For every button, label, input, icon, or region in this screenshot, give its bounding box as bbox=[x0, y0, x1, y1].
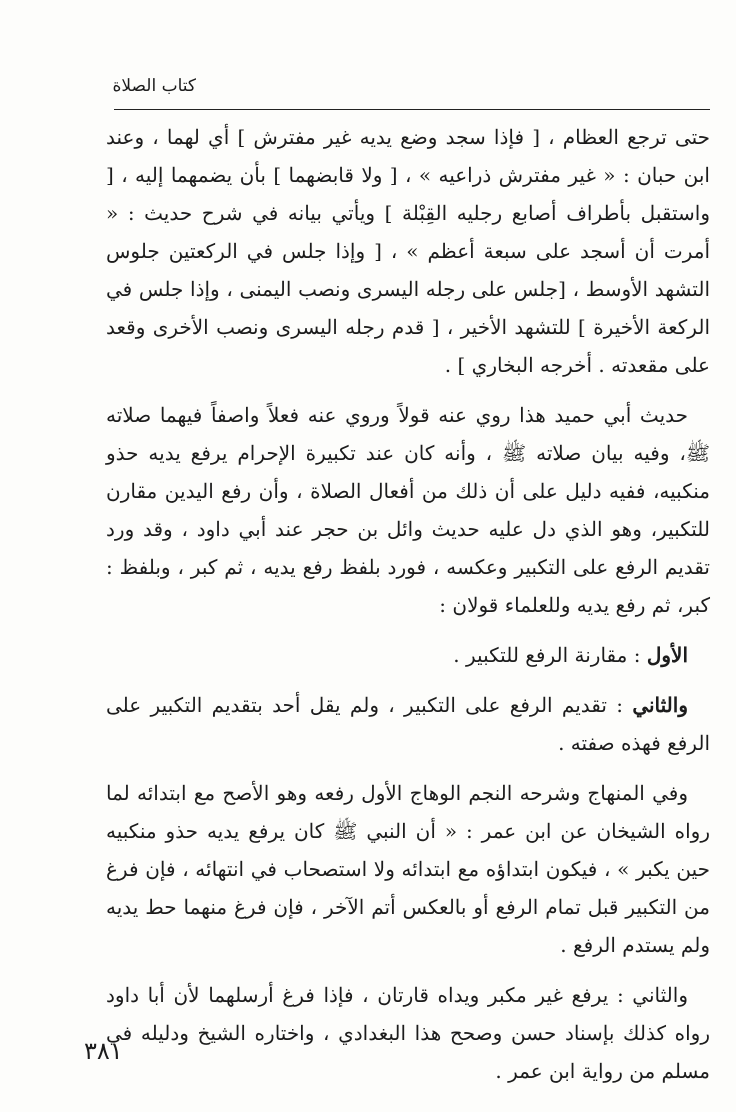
paragraph-first-opinion bbox=[106, 636, 710, 674]
paragraph-minhaj: وفي المنهاج وشرحه النجم الوهاج الأول رفعه وهو الأصح مع ابتدائه لما رواه الشيخان عن ابن عمر : « أن النبي ﷺ كان يرفع يديه حذو منكبيه حين يكبر » ، فيكون ابتداؤه مع ابتدائه ولا استصحاب في انتهائه ، فإن فرغ من التكبير قبل تمام الرفع أو بالعكس أتم الآخر ، فإن فرغ منهما حط يديه ولم يستدم الرفع . bbox=[106, 781, 710, 957]
body-text bbox=[106, 118, 710, 1090]
paragraph-commentary: حديث أبي حميد هذا روي عنه قولاً وروي عنه فعلاً واصفاً فيهما صلاته ﷺ، وفيه بيان صلاته ﷺ ، وأنه كان عند تكبيرة الإحرام يرفع يديه حذو منكبيه، ففيه دليل على أن ذلك من أفعال الصلاة ، وأن رفع اليدين مقارن للتكبير، وهو الذي دل عليه حديث وائل بن حجر عند أبي داود ، وقد ورد تقديم الرفع على التكبير وعكسه ، فورد بلفظ رفع يديه ، ثم كبر ، وبلفظ : كبر، ثم رفع يديه وللعلماء قولان : bbox=[106, 403, 710, 617]
first-opinion-text: : مقارنة الرفع للتكبير . bbox=[453, 643, 647, 667]
paragraph-hadith-text: حتى ترجع العظام ، [ فإذا سجد وضع يديه غير مفترش ] أي لهما ، وعند ابن حبان : « غير مفترش ذراعيه » ، [ ولا قابضهما ] بأن يضمهما إليه ، [ واستقبل بأطراف أصابع رجليه القِبْلة ] ويأتي بيانه في شرح حديث : « أمرت أن أسجد على سبعة أعظم » ، [ وإذا جلس في الركعتين جلوس التشهد الأوسط ، [جلس على رجله اليسرى ونصب اليمنى ، وإذا جلس في الركعة الأخيرة ] للتشهد الأخير ، [ قدم رجله اليسرى ونصب الأخرى وقعد على مقعدته . أخرجه البخاري ] . bbox=[106, 125, 710, 377]
second-opinion-term: والثاني bbox=[632, 693, 688, 717]
page-number: ٣٨١ bbox=[84, 1037, 123, 1065]
paragraph-second-opinion bbox=[106, 686, 710, 762]
running-title: كتاب الصلاة bbox=[112, 76, 196, 96]
header-rule bbox=[114, 109, 710, 110]
first-opinion-term: الأول bbox=[646, 643, 688, 667]
second-opinion-text: : تقديم الرفع على التكبير ، ولم يقل أحد بتقديم التكبير على الرفع فهذه صفته . bbox=[106, 693, 710, 755]
paragraph-second-view: والثاني : يرفع غير مكبر ويداه قارتان ، فإذا فرغ أرسلهما لأن أبا داود رواه كذلك بإسناد حسن وصحح هذا البغدادي ، واختاره الشيخ ودليله في مسلم من رواية ابن عمر . bbox=[106, 983, 710, 1083]
